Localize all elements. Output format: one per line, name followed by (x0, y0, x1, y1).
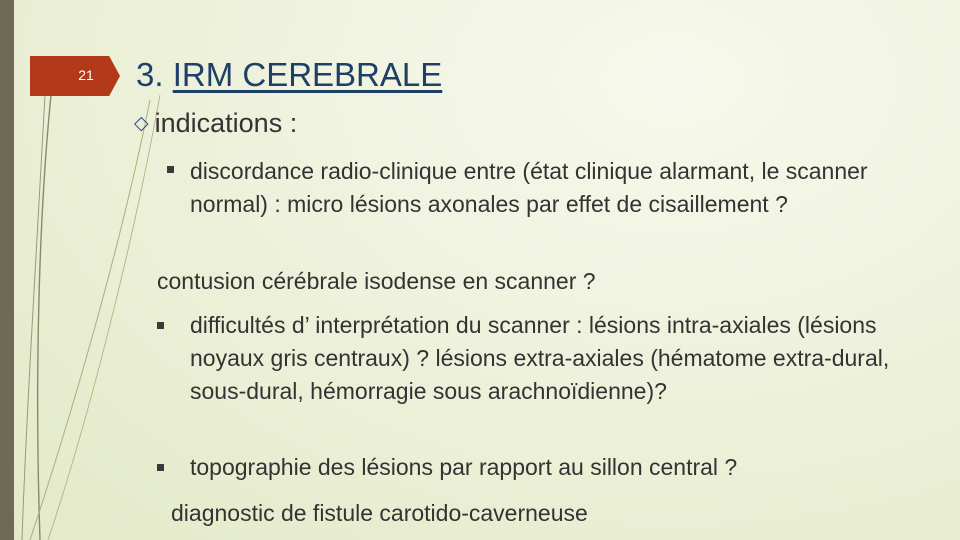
square-bullet-icon (167, 166, 174, 173)
square-bullet-icon (157, 322, 164, 329)
indications-heading (134, 107, 297, 140)
page-number: 21 (78, 67, 94, 83)
indications-label: indications : (154, 108, 298, 138)
square-bullet-icon (157, 464, 164, 471)
title-prefix: 3. (136, 56, 173, 93)
title-main: IRM CEREBRALE (172, 56, 443, 93)
list-item: discordance radio-clinique entre (état clinique alarmant, le scanner normal) : micro lésions axonales par effet de cisaillement ? (190, 158, 868, 217)
list-item: difficultés d’ interprétation du scanner : lésions intra-axiales (lésions noyaux gris centraux) ? lésions extra-axiales (hématome extra-dural, sous-dural, hémorragie sous arachnoïdienne)? (190, 312, 890, 404)
diamond-icon: ◇ (134, 113, 149, 134)
slide-title (136, 56, 442, 94)
list-item: contusion cérébrale isodense en scanner ? (157, 268, 596, 294)
list-item: topographie des lésions par rapport au sillon central ? (190, 454, 738, 480)
list-item: diagnostic de fistule carotido-caverneuse (171, 500, 588, 526)
